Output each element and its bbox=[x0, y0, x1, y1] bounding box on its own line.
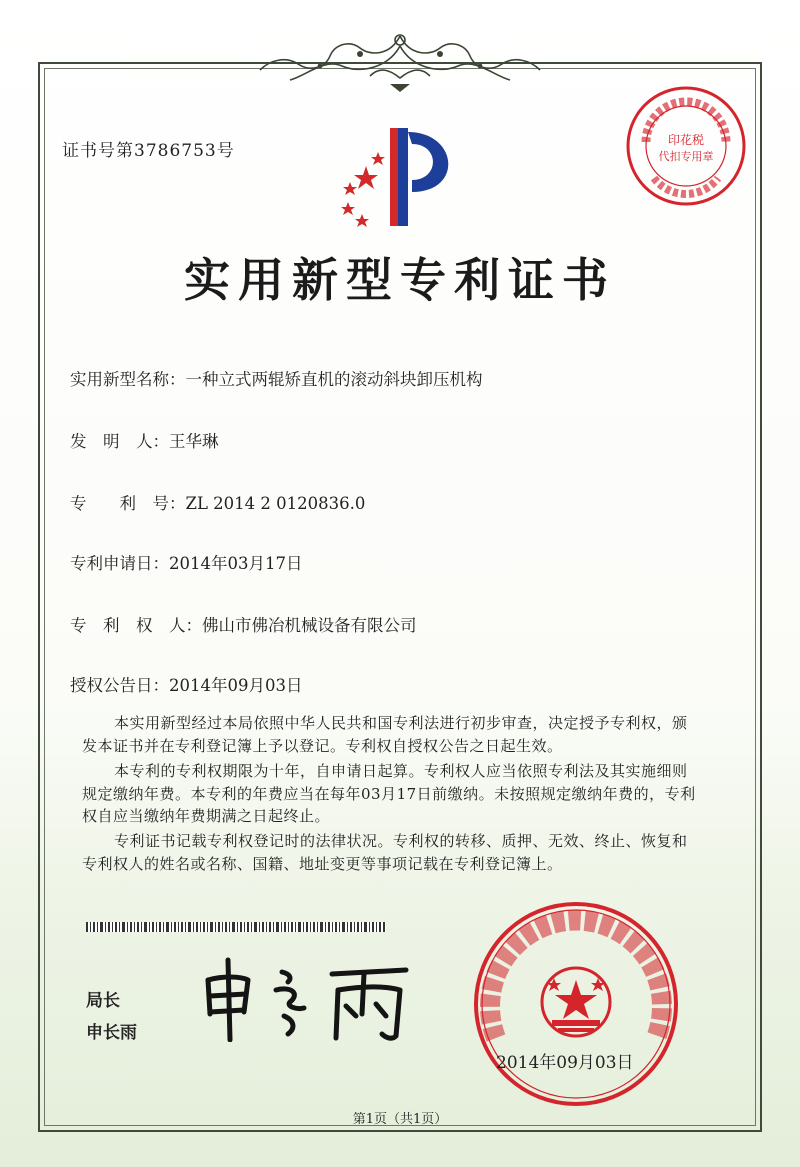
paragraph-grant: 本实用新型经过本局依照中华人民共和国专利法进行初步审查，决定授予专利权，颁发本证书并在专利登记簿上予以登记。专利权自授权公告之日起生效。 bbox=[82, 714, 688, 755]
signatory-title: 局长 bbox=[86, 991, 120, 1011]
patent-logo-icon bbox=[328, 122, 474, 236]
paragraph-term: 本专利的专利权期限为十年，自申请日起算。专利权人应当依照专利法及其实施细则规定缴纳年费。本专利的年费应当在每年03月17日前缴纳。未按照规定缴纳年费的，专利权自应当缴纳年费期满之日起终止。 bbox=[82, 762, 696, 825]
state-seal-icon bbox=[470, 898, 682, 1110]
svg-text:印花税: 印花税 bbox=[667, 133, 705, 147]
field-label: 专利申请日： bbox=[70, 554, 169, 573]
field-label: 专 利 权 人： bbox=[70, 616, 202, 635]
signatory-name: 申长雨 bbox=[86, 1023, 137, 1043]
paragraph-legal-status: 专利证书记载专利权登记时的法律状况。专利权的转移、质押、无效、终止、恢复和专利权人的姓名或名称、国籍、地址变更等事项记载在专利登记簿上。 bbox=[82, 832, 688, 873]
field-utility-model-name bbox=[70, 366, 483, 390]
svg-text:代扣专用章: 代扣专用章 bbox=[658, 150, 714, 163]
signature-icon bbox=[196, 950, 416, 1042]
field-value: ZL 2014 2 0120836.0 bbox=[185, 494, 366, 513]
page-footer: 第1页（共1页） bbox=[352, 1112, 448, 1127]
stamp-date: 2014年09月03日 bbox=[496, 1053, 634, 1073]
field-inventor bbox=[70, 428, 219, 452]
field-value: 2014年09月03日 bbox=[169, 676, 303, 695]
field-label: 专 利 号： bbox=[70, 494, 186, 513]
field-grant-date bbox=[70, 672, 302, 696]
barcode-icon bbox=[86, 922, 386, 932]
certificate-number: 证书号第3786753号 bbox=[62, 141, 235, 161]
field-label: 实用新型名称： bbox=[70, 370, 186, 389]
field-value: 佛山市佛冶机械设备有限公司 bbox=[202, 616, 417, 635]
field-patent-number bbox=[70, 490, 365, 514]
field-value: 一种立式两辊矫直机的滚动斜块卸压机构 bbox=[185, 370, 483, 389]
field-value: 王华琳 bbox=[169, 432, 219, 451]
field-patentee bbox=[70, 612, 417, 636]
tax-seal-icon bbox=[622, 82, 750, 210]
field-label: 发 明 人： bbox=[70, 432, 169, 451]
field-value: 2014年03月17日 bbox=[169, 554, 303, 573]
certificate-title: 实用新型专利证书 bbox=[184, 253, 616, 307]
field-application-date bbox=[70, 550, 302, 574]
field-label: 授权公告日： bbox=[70, 676, 169, 695]
ornament-icon bbox=[250, 26, 550, 100]
